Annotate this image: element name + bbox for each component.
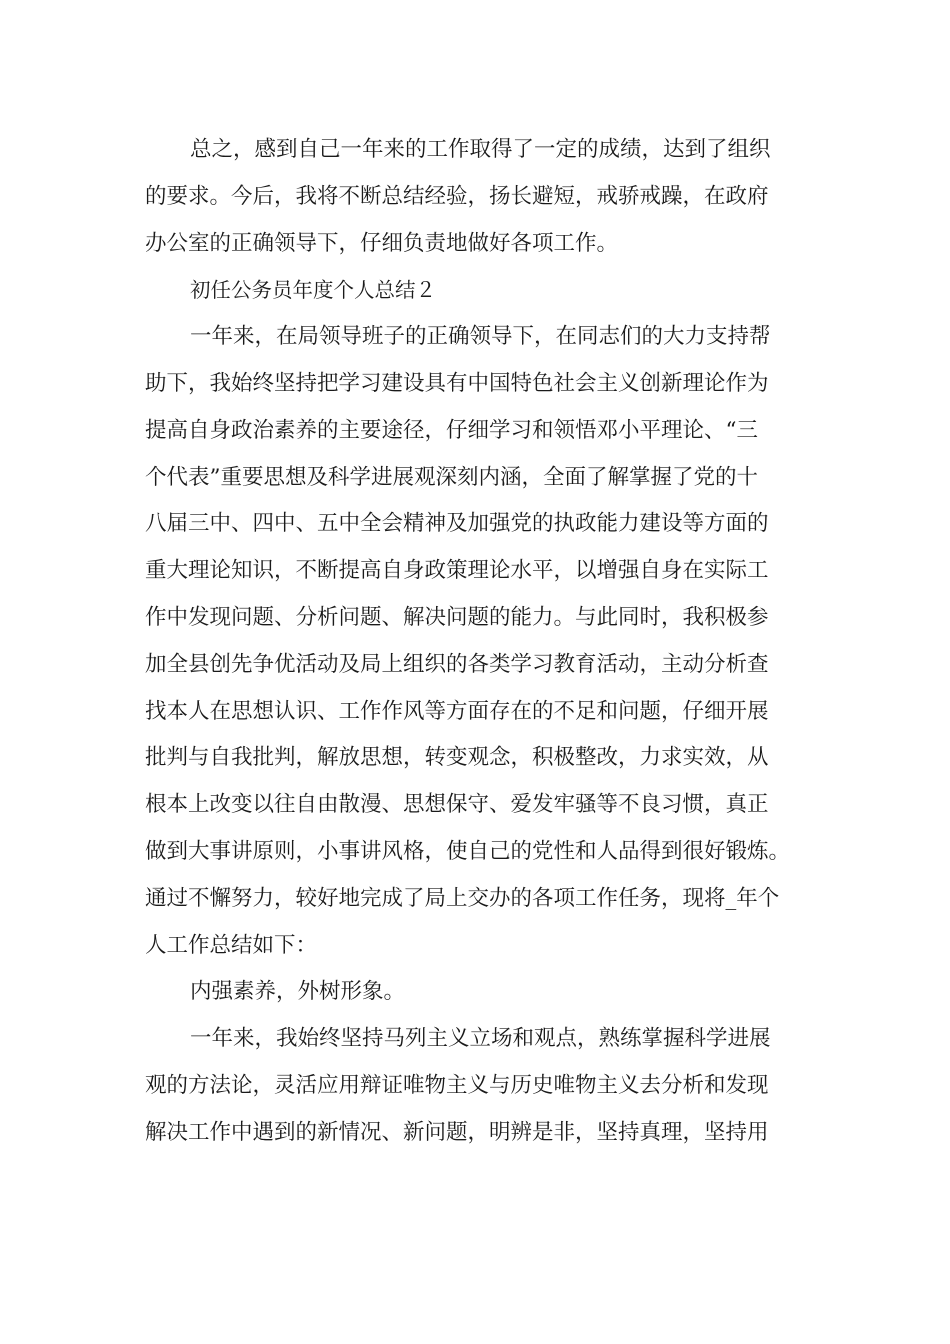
text-line: 做到大事讲原则，小事讲风格，使自己的党性和人品得到很好锻炼。 xyxy=(145,838,791,864)
text-line: 提高自身政治素养的主要途径，仔细学习和领悟邓小平理论、“三 xyxy=(145,417,758,443)
subheading-line: 内强素养，外树形象。 xyxy=(190,979,406,1005)
text-line: 批判与自我批判，解放思想，转变观念，积极整改，力求实效，从 xyxy=(145,745,769,771)
document-body xyxy=(145,127,825,1157)
text-line: 解决工作中遇到的新情况、新问题，明辨是非，坚持真理，坚持用 xyxy=(145,1119,769,1145)
text-line: 作中发现问题、分析问题、解决问题的能力。与此同时，我积极参 xyxy=(145,604,769,630)
text-line: 找本人在思想认识、工作作风等方面存在的不足和问题，仔细开展 xyxy=(145,698,769,724)
text-line: 的要求。今后，我将不断总结经验，扬长避短，戒骄戒躁，在政府 xyxy=(145,183,769,209)
section-heading: 初任公务员年度个人总结２ xyxy=(190,278,436,303)
text-line: 一年来，在局领导班子的正确领导下，在同志们的大力支持帮 xyxy=(190,324,771,350)
text-line: 观的方法论，灵活应用辩证唯物主义与历史唯物主义去分析和发现 xyxy=(145,1072,769,1098)
text-line: 人工作总结如下： xyxy=(145,932,318,958)
text-line: 根本上改变以往自由散漫、思想保守、爱发牢骚等不良习惯，真正 xyxy=(145,792,769,818)
text-line: 八届三中、四中、五中全会精神及加强党的执政能力建设等方面的 xyxy=(145,511,769,537)
text-line: 一年来，我始终坚持马列主义立场和观点，熟练掌握科学进展 xyxy=(190,1026,771,1052)
text-line: 加全县创先争优活动及局上组织的各类学习教育活动，主动分析查 xyxy=(145,651,769,677)
text-line: 个代表”重要思想及科学进展观深刻内涵，全面了解掌握了党的十 xyxy=(145,464,758,490)
text-line: 办公室的正确领导下，仔细负责地做好各项工作。 xyxy=(145,230,619,256)
text-line: 总之，感到自己一年来的工作取得了一定的成绩，达到了组织 xyxy=(190,137,771,162)
text-line: 助下，我始终坚持把学习建设具有中国特色社会主义创新理论作为 xyxy=(145,370,769,396)
text-line: 通过不懈努力，较好地完成了局上交办的各项工作任务，现将_年个 xyxy=(145,885,780,911)
text-line: 重大理论知识，不断提高自身政策理论水平，以增强自身在实际工 xyxy=(145,558,769,584)
